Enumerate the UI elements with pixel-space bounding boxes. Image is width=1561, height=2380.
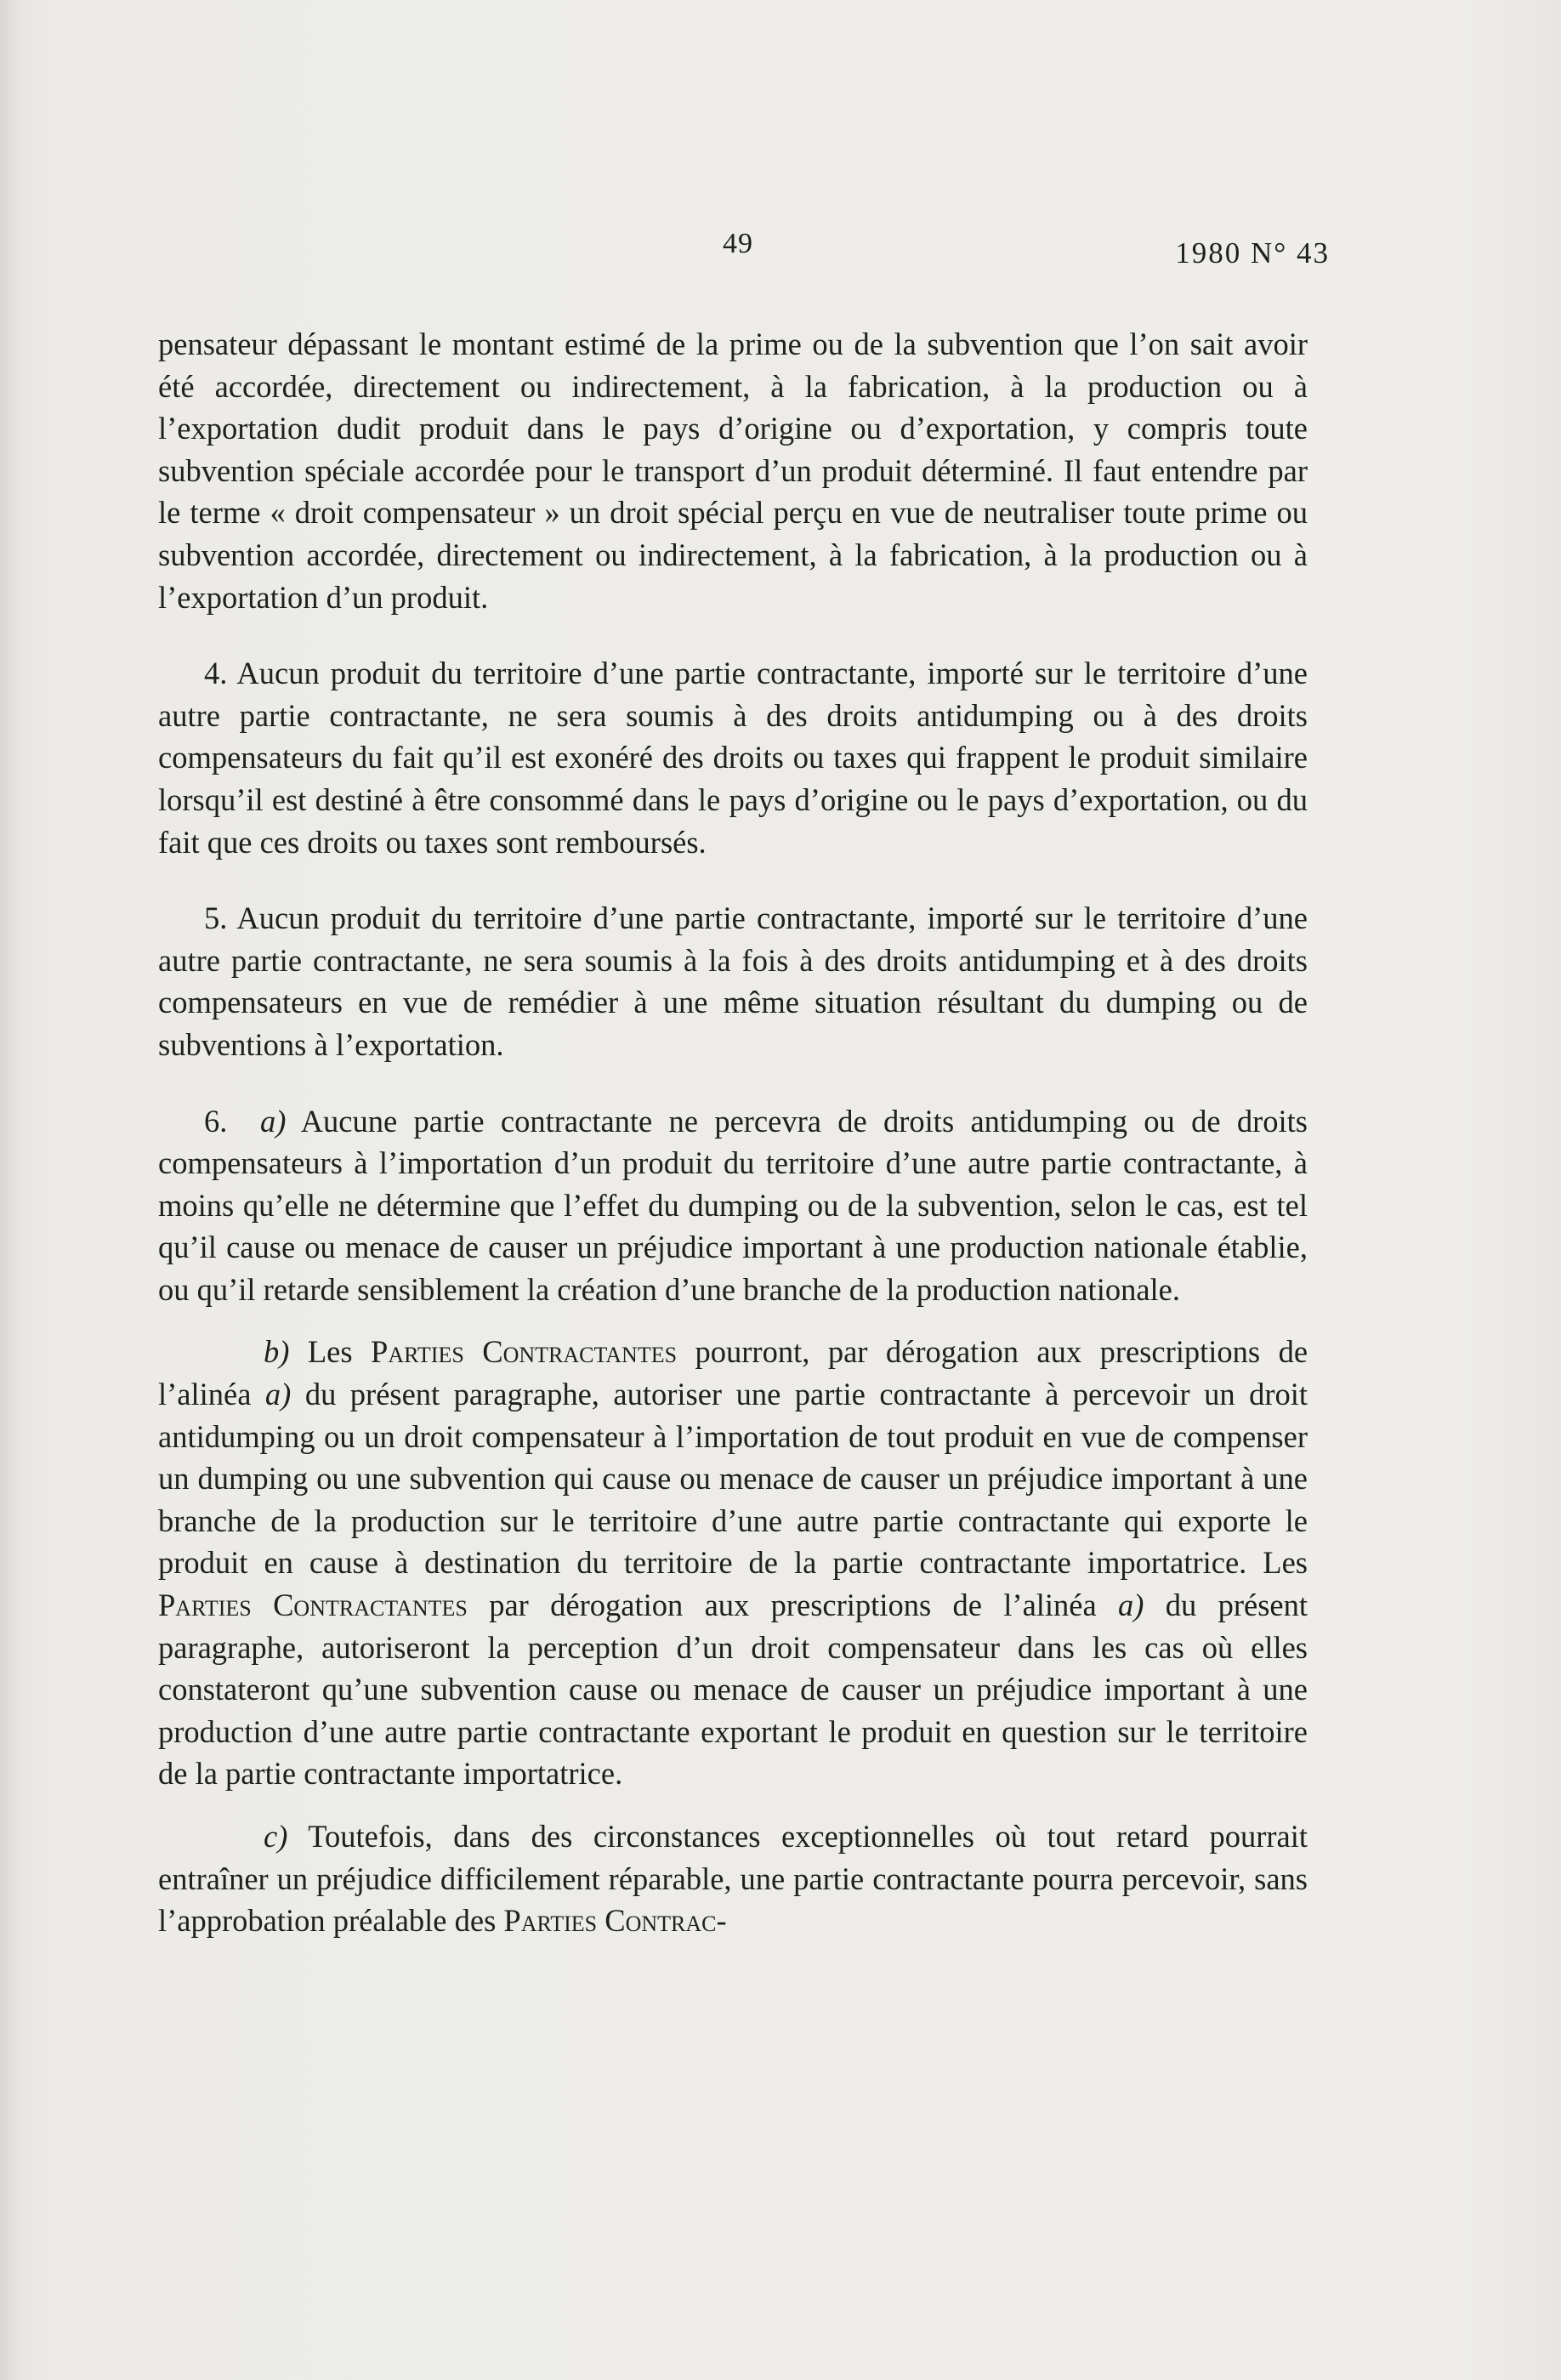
paragraph-4: 4. Aucun produit du territoire d’une partie contractante, importé sur le territoire d’une autre partie contractante, ne sera soumis à des droits antidumping ou à des droits compensateurs du fait qu’il est exonéré des droits ou taxes qui frappent le produit similaire lorsqu’il est destiné à être consommé dans le pays d’origine ou le pays d’exportation, ou du fait que ces droits ou taxes sont remboursés.	[158, 656, 1308, 860]
paragraph-5: 5. Aucun produit du territoire d’une partie contractante, importé sur le territoire d’une autre partie contractante, ne sera soumis à la fois à des droits antidumping et à des droits compensateurs en vue de remédier à une même situation résultant du dumping ou de subventions à l’exportation.	[158, 900, 1308, 1062]
paragraph-number: 6.	[204, 1103, 228, 1139]
text-run: Les	[307, 1334, 353, 1370]
subparagraph-reference: a)	[1118, 1588, 1144, 1623]
paragraph-6a	[158, 1100, 1308, 1311]
paragraph-6c	[158, 1815, 1308, 1942]
text-run: du présent paragraphe, autoriseront la perception d’un droit compensateur dans les cas où elles constateront qu’une subvention cause ou menace de causer un préjudice important à une production d’une autre partie contractante exportant le produit en question sur le territoire de la partie contractante importatrice.	[158, 1588, 1308, 1792]
text-run: Toutefois, dans des circonstances exceptionnelles où tout retard pourrait entraîner un préjudice difficilement réparable, une partie contractante pourra percevoir, sans l’approbation préalable des	[158, 1819, 1308, 1939]
contracting-parties-term: Parties Contractantes	[371, 1334, 678, 1370]
paragraph-6b	[158, 1331, 1308, 1795]
page-number: 49	[723, 228, 753, 259]
subparagraph-label: b)	[264, 1334, 290, 1370]
paragraph-continuation: pensateur dépassant le montant estimé de la prime ou de la subvention que l’on sait avoir été accordée, directement ou indirectement, à la fabrication, à la production ou à l’exportation dudit produit dans le pays d’origine ou d’exportation, y compris toute subvention spéciale accordée pour le transport d’un produit déterminé. Il faut entendre par le terme « droit compensateur » un droit spécial perçu en vue de neutraliser toute prime ou subvention accordée, directement ou indirectement, à la fabrication, à la production ou à l’exportation d’un produit.	[158, 327, 1308, 615]
subparagraph-reference: a)	[264, 1377, 292, 1412]
contracting-parties-term: Parties Contractantes	[158, 1588, 468, 1623]
body-text	[158, 323, 1308, 1942]
paragraph-text: Aucune partie contractante ne percevra de droits antidumping ou de droits compensateurs à l’importation d’un produit du territoire d’une autre partie contractante, à moins qu’elle ne détermine que l’effet du dumping ou de la subvention, selon le cas, est tel qu’il cause ou menace de causer un préjudice important à une production nationale établie, ou qu’il retarde sensiblement la création d’une branche de la production nationale.	[158, 1103, 1308, 1307]
subparagraph-label: c)	[264, 1819, 288, 1854]
document-reference: 1980 N° 43	[1175, 236, 1330, 270]
contracting-parties-term: Parties Contrac-	[503, 1903, 727, 1939]
text-run: par dérogation aux prescriptions de l’alinéa	[489, 1588, 1097, 1623]
subparagraph-label: a)	[260, 1103, 287, 1139]
text-run: pourront, par dérogation aux prescriptions de l’alinéa	[158, 1334, 1308, 1412]
text-run: du présent paragraphe, autoriser une partie contractante à percevoir un droit antidumping ou un droit compensateur à l’importation de tout produit en vue de compenser un dumping ou une subvention qui cause ou menace de causer un préjudice important à une branche de la production sur le territoire d’une autre partie contractante qui exporte le produit en cause à destination du territoire de la partie contractante importatrice. Les	[158, 1377, 1308, 1581]
